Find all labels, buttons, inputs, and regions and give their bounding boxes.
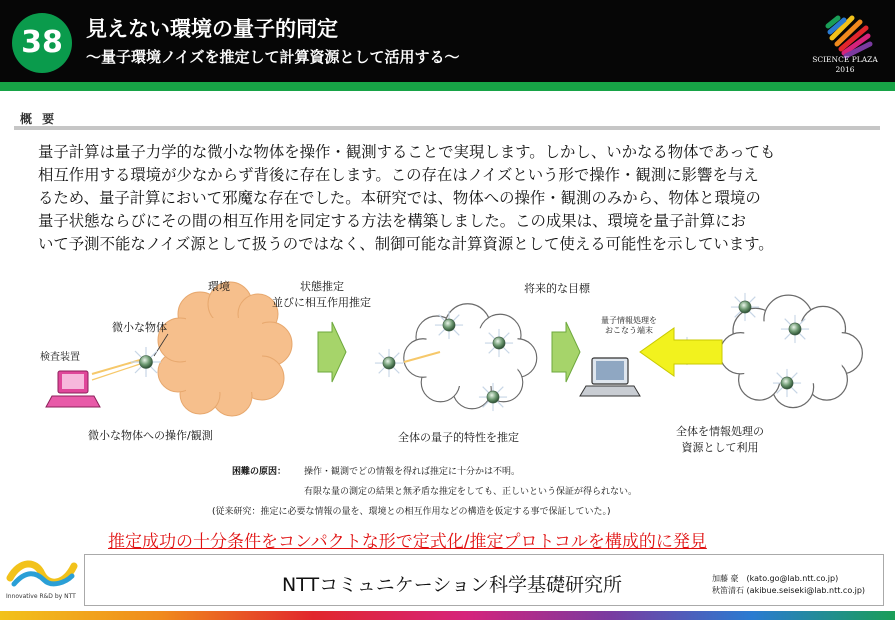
atom-icon <box>781 315 809 343</box>
arrow1-label-line2: 並びに相互作用推定 <box>272 296 371 309</box>
logo-line-2: 2016 <box>835 65 855 74</box>
rainbow-footer-band <box>0 611 895 620</box>
difficulty-1: 操作・観測でどの情報を得れば推定に十分かは不明。 <box>304 467 521 477</box>
terminal-label-line2: おこなう端末 <box>605 326 653 335</box>
inspection-device-label: 検査装置 <box>40 352 80 363</box>
right-arrow-icon <box>318 322 346 382</box>
summary-line: 量子計算は量子力学的な微小な物体を操作・観測することで実現します。しかし、いかなる物体であっても <box>38 143 776 161</box>
atom-icon <box>773 369 801 397</box>
overview-summary <box>38 141 856 256</box>
ntt-innovation-logo-icon <box>6 556 78 590</box>
operation-caption: 微小な物体への操作/観測 <box>88 429 213 442</box>
summary-line: いて予測不能なノイズ源として扱うのではなく、制御可能な計算資源として使える可能性を示しています。 <box>38 235 774 253</box>
author-2: 秋笛清石 (akibue.seiseki@lab.ntt.co.jp) <box>712 586 866 595</box>
page-title: 見えない環境の量子的同定 <box>86 17 338 41</box>
resource-caption-line2: 資源として利用 <box>681 441 759 454</box>
overview-label: 概 要 <box>20 112 58 126</box>
difficulty-label: 困難の原因： <box>232 467 287 477</box>
terminal-label <box>592 316 666 336</box>
difficulty-2: 有限な量の測定の結果と無矛盾な推定をしても、正しいという保証が得られない。 <box>304 487 638 497</box>
laptop-icon <box>580 358 640 396</box>
atom-icon <box>375 349 403 377</box>
resource-caption-line1: 全体を情報処理の <box>676 425 764 438</box>
summary-line: 量子状態ならびにその間の相互作用を同定する方法を構築しました。この成果は、環境を量子計算にお <box>38 212 746 230</box>
summary-line: るため、量子計算において邪魔な存在でした。本研究では、物体への操作・観測のみから、物体と環境の <box>38 189 761 207</box>
presentation-number-badge: 38 <box>12 13 72 73</box>
atom-icon <box>131 347 161 377</box>
small-object-label: 微小な物体 <box>112 321 167 334</box>
summary-line: 相互作用する環境が少なからず背後に存在します。この存在はノイズという形で操作・観測に影響を与え <box>38 166 759 184</box>
logo-line-1: SCIENCE PLAZA <box>812 55 878 64</box>
research-diagram <box>0 262 895 462</box>
right-arrow-icon <box>552 322 580 382</box>
science-plaza-logo-text <box>803 55 887 75</box>
inspection-device-icon <box>46 371 100 407</box>
atom-icon <box>479 383 507 411</box>
conclusion-text: 推定成功の十分条件をコンパクトな形で定式化/推定プロトコルを構成的に発見 <box>108 532 707 552</box>
environment-label: 環境 <box>208 280 230 293</box>
atom-icon <box>485 329 513 357</box>
future-goal-label: 将来的な目標 <box>524 282 590 295</box>
innovation-caption: Innovative R&D by NTT <box>6 593 76 600</box>
atom-icon <box>435 311 463 339</box>
resource-caption <box>676 424 764 456</box>
author-1: 加藤 豪 (kato.go@lab.ntt.co.jp) <box>712 574 839 583</box>
atom-icon <box>731 293 759 321</box>
header-bar <box>0 0 895 82</box>
page-subtitle: 〜量子環境ノイズを推定して計算資源として活用する〜 <box>86 48 460 66</box>
organization-name: NTTコミュニケーション科学基礎研究所 <box>282 574 622 596</box>
green-band <box>0 82 895 91</box>
terminal-label-line1: 量子情報処理を <box>601 316 657 325</box>
prior-research-note: (従来研究：推定に必要な情報の量を、環境との相互作用などの構造を仮定する事で保証していた。) <box>212 507 611 517</box>
estimate-caption: 全体の量子的特性を推定 <box>398 431 519 444</box>
overview-divider <box>14 126 880 130</box>
arrow1-label-line1: 状態推定 <box>300 280 344 293</box>
